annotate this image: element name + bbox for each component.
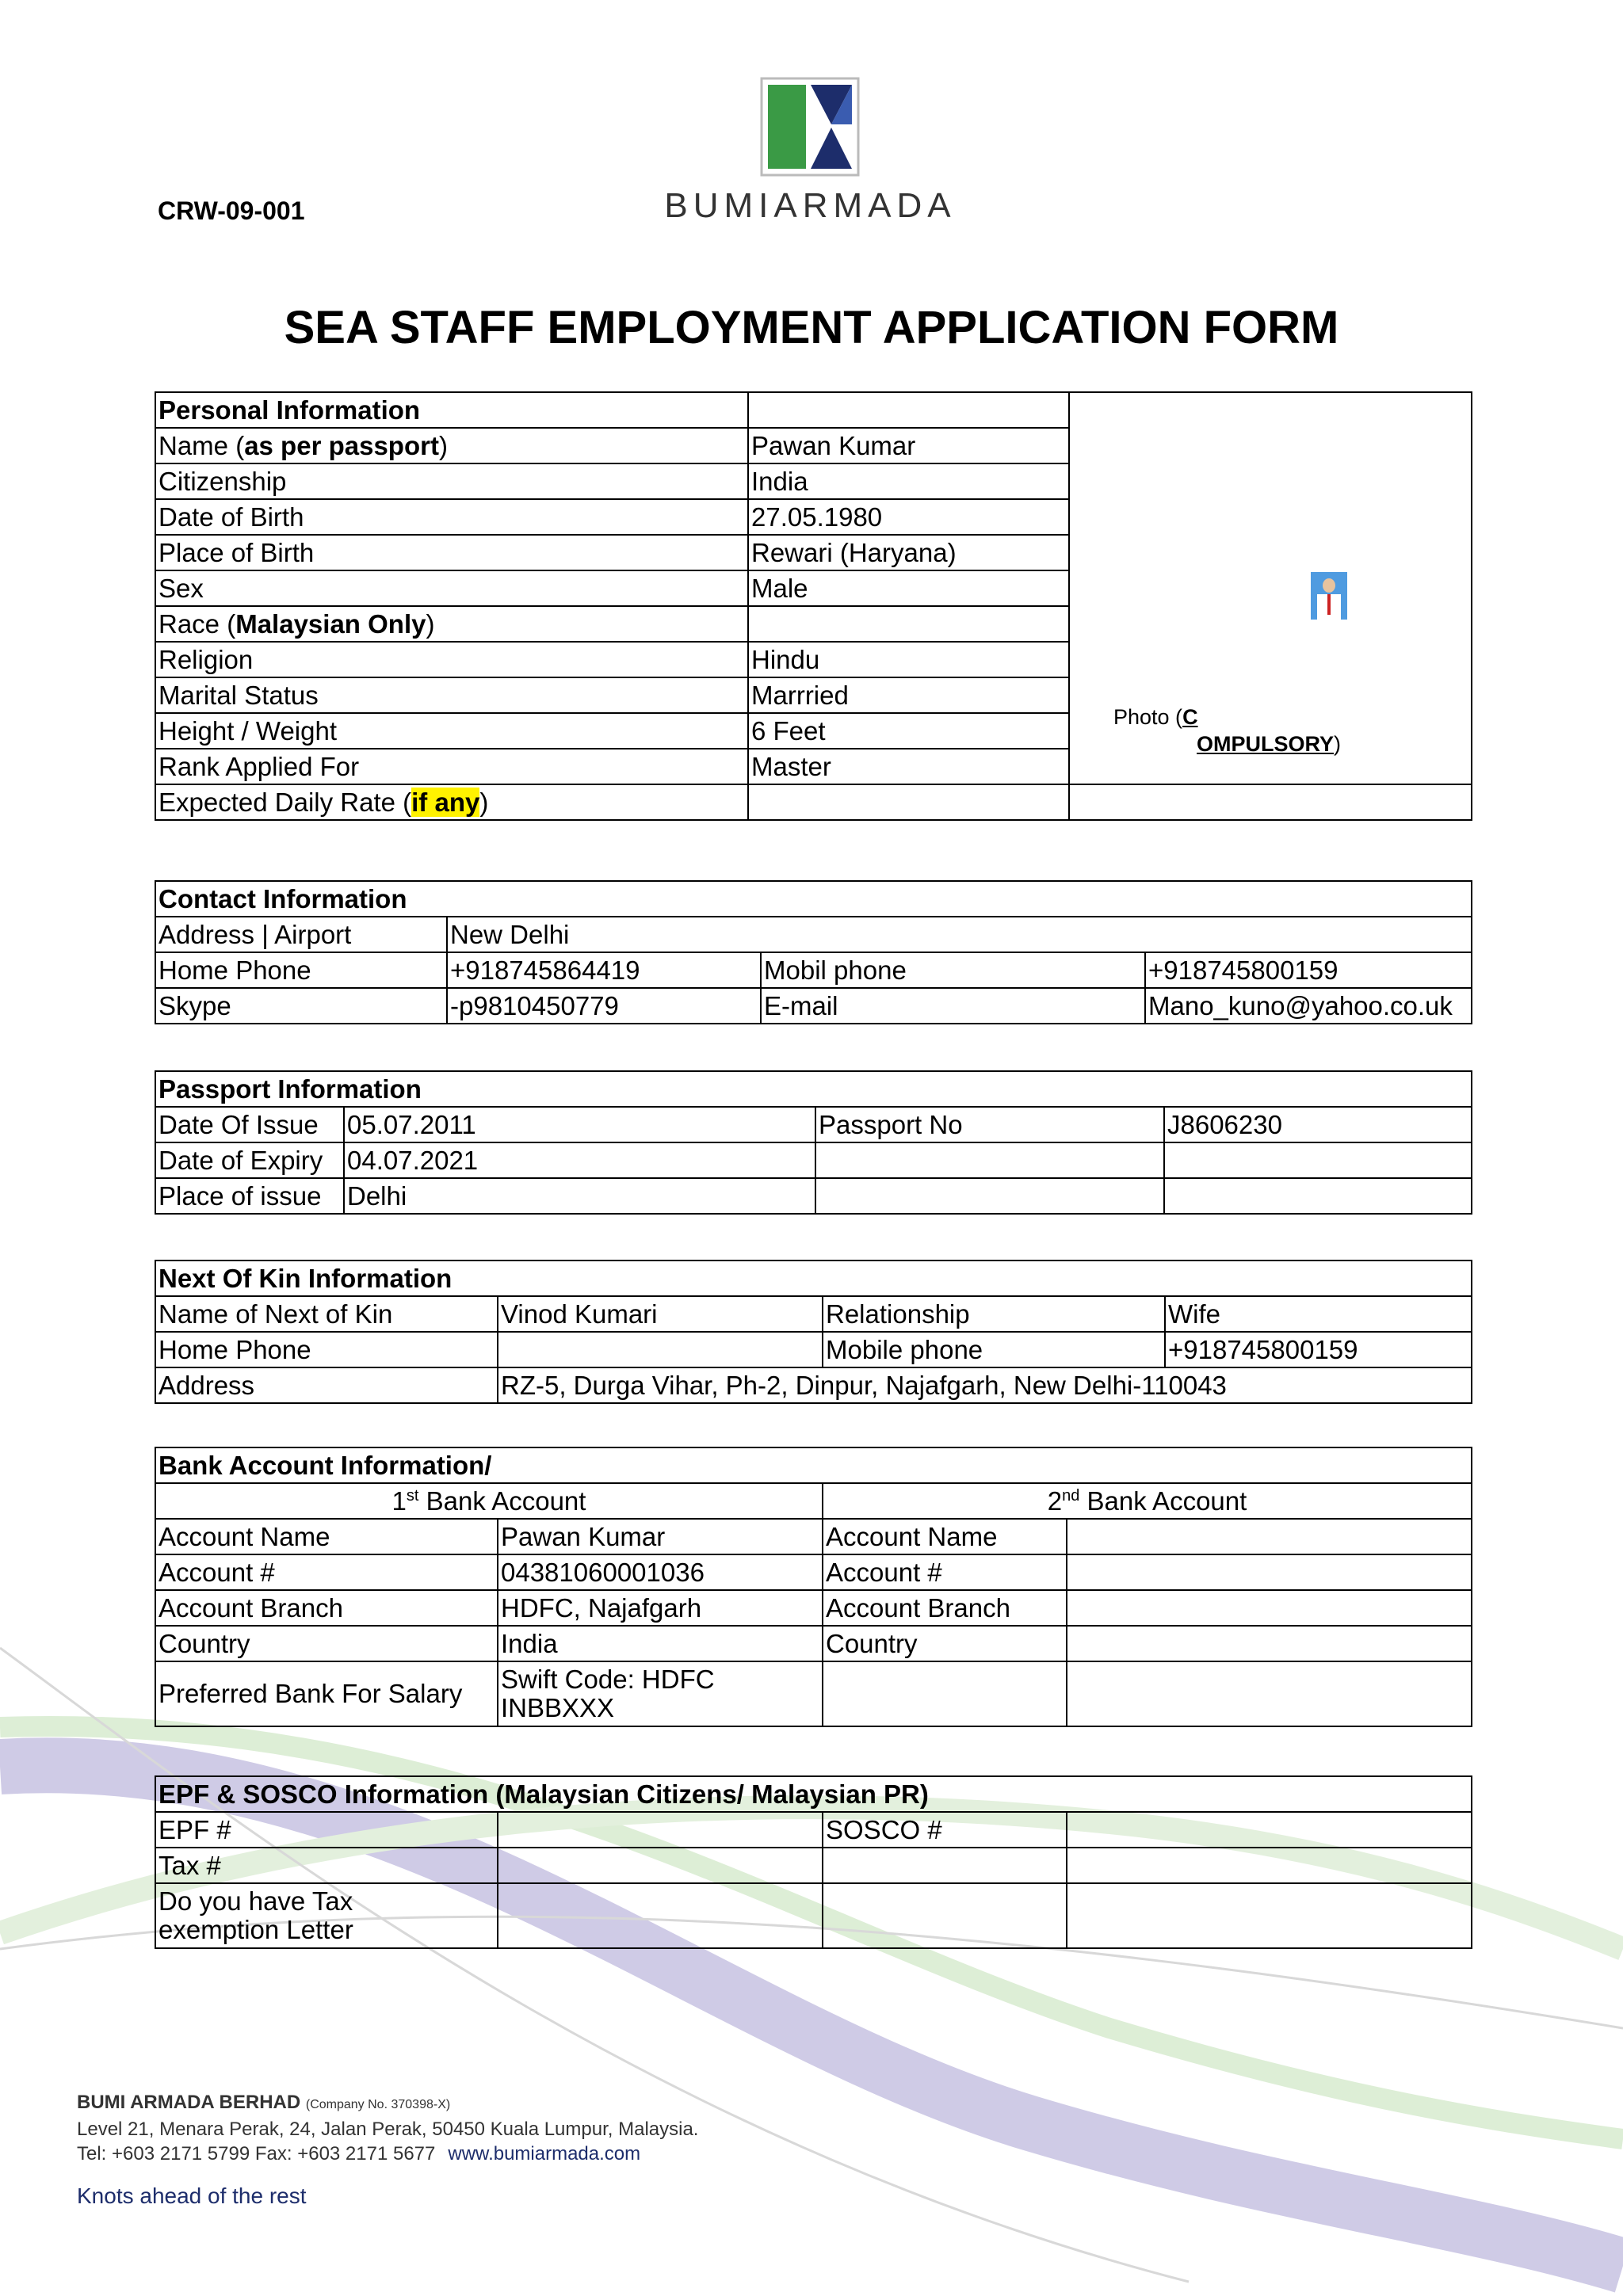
marital-value[interactable]: Marrried [748, 677, 1069, 713]
epf-label: EPF # [155, 1812, 498, 1848]
form-code: CRW-09-001 [158, 196, 305, 225]
second-bank-header: 2nd Bank Account [823, 1483, 1472, 1519]
country-value-2[interactable] [1067, 1626, 1472, 1661]
place-value[interactable]: Delhi [344, 1178, 815, 1214]
empty-cell[interactable] [1067, 1848, 1472, 1883]
branch-label-2: Account Branch [823, 1590, 1067, 1626]
dob-label: Date of Birth [155, 499, 748, 535]
issue-value[interactable]: 05.07.2011 [344, 1107, 815, 1142]
preferred-bank-value[interactable]: Swift Code: HDFC INBBXXX [498, 1661, 823, 1726]
kin-address-value[interactable]: RZ-5, Durga Vihar, Ph-2, Dinpur, Najafgarh, New Delhi-110043 [498, 1367, 1472, 1403]
section-heading: Personal Information [155, 392, 748, 428]
empty-cell[interactable] [823, 1848, 1067, 1883]
citizenship-label: Citizenship [155, 463, 748, 499]
footer-website-link[interactable]: www.bumiarmada.com [448, 2143, 641, 2164]
section-heading: EPF & SOSCO Information (Malaysian Citizens/ Malaysian PR) [155, 1776, 1472, 1812]
rank-value[interactable]: Master [748, 749, 1069, 784]
first-bank-header: 1st Bank Account [155, 1483, 823, 1519]
tax-label: Tax # [155, 1848, 498, 1883]
kin-name-label: Name of Next of Kin [155, 1296, 498, 1332]
empty-cell [1069, 784, 1472, 820]
section-heading: Next Of Kin Information [155, 1261, 1472, 1296]
email-label: E-mail [761, 988, 1145, 1024]
mobile-label: Mobil phone [761, 952, 1145, 988]
account-name-label: Account Name [155, 1519, 498, 1554]
empty-cell[interactable] [815, 1142, 1164, 1178]
footer-company-line [77, 2090, 698, 2117]
account-no-value[interactable]: 04381060001036 [498, 1554, 823, 1590]
epf-sosco-table [155, 1775, 1472, 1949]
religion-label: Religion [155, 642, 748, 677]
height-weight-value[interactable]: 6 Feet [748, 713, 1069, 749]
form-title: SEA STAFF EMPLOYMENT APPLICATION FORM [284, 302, 1339, 353]
photo-cell[interactable] [1069, 392, 1472, 784]
footer-contact-line [77, 2142, 698, 2166]
tax-exemption-value[interactable] [498, 1883, 823, 1948]
rank-label: Rank Applied For [155, 749, 748, 784]
sosco-value[interactable] [1067, 1812, 1472, 1848]
place-label: Place of issue [155, 1178, 344, 1214]
footer-company: BUMI ARMADA BERHAD [77, 2092, 301, 2113]
branch-label: Account Branch [155, 1590, 498, 1626]
empty-cell [748, 392, 1069, 428]
branch-value[interactable]: HDFC, Najafgarh [498, 1590, 823, 1626]
citizenship-value[interactable]: India [748, 463, 1069, 499]
name-value[interactable]: Pawan Kumar [748, 428, 1069, 463]
company-logo [658, 75, 963, 226]
country-label-2: Country [823, 1626, 1067, 1661]
tax-exemption-label: Do you have Tax exemption Letter [155, 1883, 498, 1948]
empty-cell[interactable] [1164, 1178, 1472, 1214]
empty-cell[interactable] [1164, 1142, 1472, 1178]
personal-info-table [155, 391, 1472, 821]
sex-label: Sex [155, 570, 748, 606]
footer-address: Level 21, Menara Perak, 24, Jalan Perak, 50450 Kuala Lumpur, Malaysia. [77, 2119, 699, 2140]
footer [77, 2090, 698, 2208]
account-name-value-2[interactable] [1067, 1519, 1472, 1554]
logo-mark-icon [758, 75, 861, 178]
footer-tagline: Knots ahead of the rest [77, 2183, 307, 2208]
passport-info-table [155, 1070, 1472, 1215]
sosco-label: SOSCO # [823, 1812, 1067, 1848]
photo-label: Photo (C OMPULSORY) [1113, 705, 1342, 756]
country-label: Country [155, 1626, 498, 1661]
pob-value[interactable]: Rewari (Haryana) [748, 535, 1069, 570]
address-label: Address | Airport [155, 917, 447, 952]
race-label: Race (Malaysian Only) [155, 606, 748, 642]
kin-name-value[interactable]: Vinod Kumari [498, 1296, 823, 1332]
pob-label: Place of Birth [155, 535, 748, 570]
issue-label: Date Of Issue [155, 1107, 344, 1142]
empty-cell[interactable] [1067, 1661, 1472, 1726]
account-name-label-2: Account Name [823, 1519, 1067, 1554]
rate-value[interactable] [748, 784, 1069, 820]
kin-address-label: Address [155, 1367, 498, 1403]
section-heading: Bank Account Information/ [155, 1447, 1472, 1483]
contact-info-table [155, 880, 1472, 1024]
email-value[interactable]: Mano_kuno@yahoo.co.uk [1145, 988, 1472, 1024]
bank-info-table [155, 1447, 1472, 1727]
relationship-value[interactable]: Wife [1165, 1296, 1472, 1332]
section-heading: Passport Information [155, 1071, 1472, 1107]
empty-cell[interactable] [823, 1883, 1067, 1948]
company-wordmark: BUMIARMADA [664, 186, 957, 225]
height-weight-label: Height / Weight [155, 713, 748, 749]
empty-cell[interactable] [815, 1178, 1164, 1214]
empty-cell[interactable] [823, 1661, 1067, 1726]
account-no-value-2[interactable] [1067, 1554, 1472, 1590]
marital-label: Marital Status [155, 677, 748, 713]
home-phone-value[interactable]: +918745864419 [447, 952, 761, 988]
passport-no-label: Passport No [815, 1107, 1164, 1142]
sex-value[interactable]: Male [748, 570, 1069, 606]
epf-value[interactable] [498, 1812, 823, 1848]
kin-mobile-value[interactable]: +918745800159 [1165, 1332, 1472, 1367]
footer-company-no: (Company No. 370398-X) [305, 2098, 451, 2111]
religion-value[interactable]: Hindu [748, 642, 1069, 677]
account-no-label-2: Account # [823, 1554, 1067, 1590]
branch-value-2[interactable] [1067, 1590, 1472, 1626]
dob-value[interactable]: 27.05.1980 [748, 499, 1069, 535]
mobile-value[interactable]: +918745800159 [1145, 952, 1472, 988]
race-value[interactable] [748, 606, 1069, 642]
kin-info-table [155, 1260, 1472, 1404]
name-label: Name (as per passport) [155, 428, 748, 463]
skype-value[interactable]: -p9810450779 [447, 988, 761, 1024]
kin-home-phone-label: Home Phone [155, 1332, 498, 1367]
home-phone-label: Home Phone [155, 952, 447, 988]
rate-label: Expected Daily Rate (if any) [155, 784, 748, 820]
passport-no-value[interactable]: J8606230 [1164, 1107, 1472, 1142]
relationship-label: Relationship [823, 1296, 1165, 1332]
empty-cell[interactable] [1067, 1883, 1472, 1948]
country-value[interactable]: India [498, 1626, 823, 1661]
expiry-value[interactable]: 04.07.2021 [344, 1142, 815, 1178]
kin-mobile-label: Mobile phone [823, 1332, 1165, 1367]
expiry-label: Date of Expiry [155, 1142, 344, 1178]
account-name-value[interactable]: Pawan Kumar [498, 1519, 823, 1554]
kin-home-phone-value[interactable] [498, 1332, 823, 1367]
address-value[interactable]: New Delhi [447, 917, 1472, 952]
preferred-bank-label: Preferred Bank For Salary [155, 1661, 498, 1726]
account-no-label: Account # [155, 1554, 498, 1590]
tax-value[interactable] [498, 1848, 823, 1883]
passport-photo [1311, 572, 1347, 620]
skype-label: Skype [155, 988, 447, 1024]
footer-contact: Tel: +603 2171 5799 Fax: +603 2171 5677 [77, 2143, 436, 2164]
section-heading: Contact Information [155, 881, 1472, 917]
